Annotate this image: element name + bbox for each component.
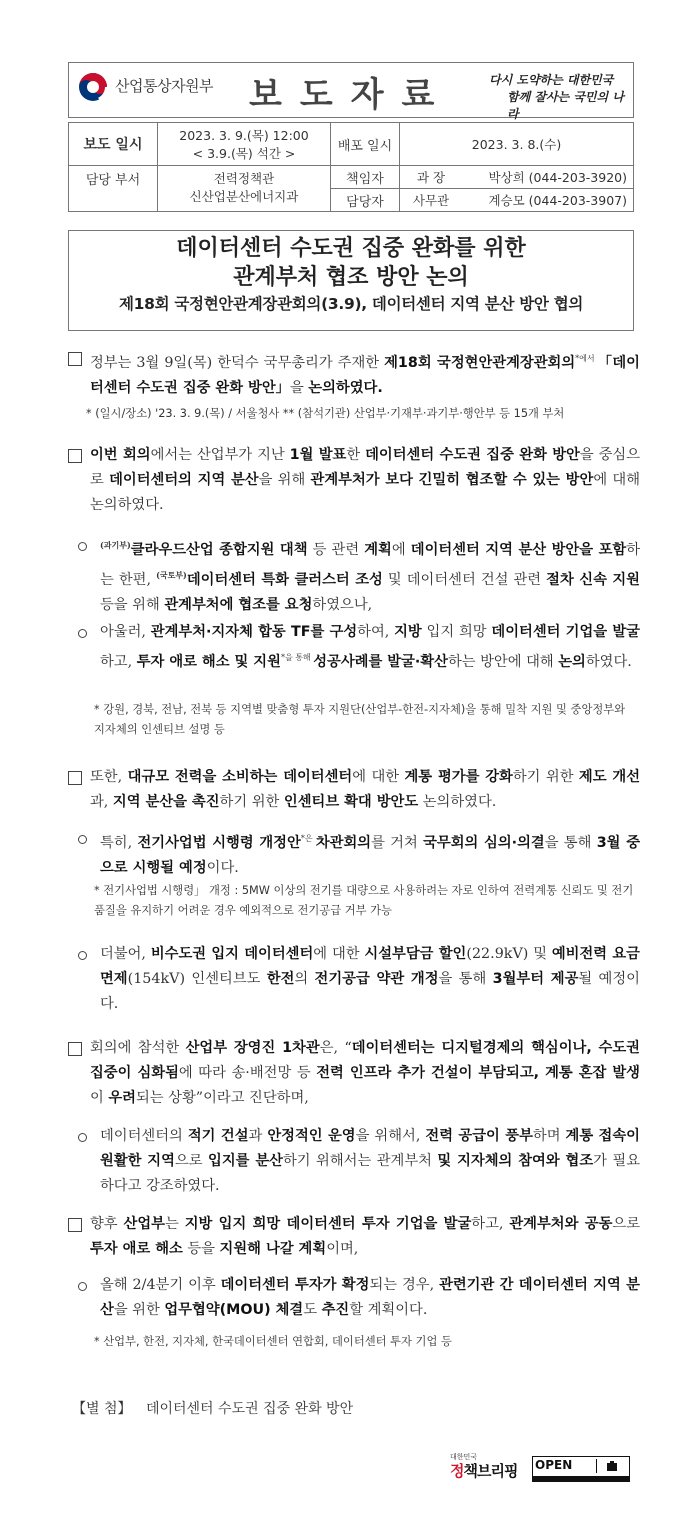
square-bullet-icon — [68, 443, 82, 472]
report-time-value — [158, 123, 331, 166]
distribution-time-value: 2023. 3. 8.(수) — [400, 123, 634, 166]
paragraph-3-sub-2: 더불어, 비수도권 입지 데이터센터에 대한 시설부담금 할인(22.9kV) 및 예비전력 요금 면제(154kV) 인센티브도 한전의 전기공급 약관 개정을 통해 3월부터 제공될 예정이다. — [78, 942, 640, 1017]
slogan-line-2: 함께 잘사는 국민의 나라 — [507, 90, 624, 121]
open-license-logo-icon: OPEN — [532, 1456, 630, 1482]
paragraph-5-footnote: * 산업부, 한전, 지자체, 한국데이터센터 연합회, 데이터센터 투자 기업 등 — [94, 1335, 452, 1348]
header-brand-bar — [68, 62, 634, 121]
paragraph-2-sub-1: $^{(과기부)}$클라우드산업 종합지원 대책 등 관련 계획에 데이터센터 지역 분산 방안을 포함하는 한편, $^{(국토부)}$데이터센터 특화 클러스터 조성 및 데이터센터 건설 관련 절차 신속 지원 등을 위해 관계부처에 협조를 요청하였으나, — [78, 533, 640, 618]
headline-subtitle: 제18회 국정현안관계장관회의(3.9), 데이터센터 지역 분산 방안 협의 — [118, 295, 584, 313]
release-info-table — [68, 122, 634, 212]
staff-label: 담당자 — [331, 189, 400, 212]
circle-bullet-icon — [78, 1124, 87, 1151]
manager-label: 책임자 — [331, 166, 400, 189]
circle-bullet-icon — [78, 826, 87, 853]
department-value — [158, 166, 331, 212]
ministry-name: 산업통상자원부 — [115, 77, 213, 95]
square-bullet-icon — [68, 346, 82, 375]
headline-line-2: 관계부처 협조 방안 논의 — [233, 265, 469, 290]
government-taegeuk-logo-icon — [77, 71, 109, 103]
manager-title: 과 장 — [400, 166, 463, 189]
press-release-heading: 보도자료 — [249, 75, 453, 115]
paragraph-2-sub-2: 아울러, 관계부처·지자체 합동 TF를 구성하여, 지방 입지 희망 데이터센터 기업을 발굴하고, 투자 애로 해소 및 지원$^{*을 통해}$ 성공사례를 발굴·확산하는 방안에 대해 논의하였다. — [78, 620, 640, 675]
paragraph-1-footnote: * (일시/장소) '23. 3. 9.(목) / 서울청사 ** (참석기관) 산업부·기재부·과기부·행안부 등 15개 부처 — [86, 407, 565, 420]
report-time-label: 보도 일시 — [69, 123, 158, 166]
circle-bullet-icon — [78, 942, 87, 969]
department-line-1: 전력정책관 — [213, 171, 275, 186]
staff-name-phone: 계승모 (044-203-3907) — [462, 189, 634, 212]
square-bullet-icon — [68, 1212, 82, 1241]
paragraph-4: 회의에 참석한 산업부 장영진 1차관은, “데이터센터는 디지털경제의 핵심이나, 수도권 집중이 심화됨에 따라 송·배전망 등 전력 인프라 추가 건설이 부담되고, 계통 혼잡 발생이 우려되는 상황”이라고 진단하며, — [68, 1036, 640, 1111]
circle-bullet-icon — [78, 533, 87, 560]
circle-bullet-icon — [78, 620, 87, 647]
government-slogan — [489, 72, 633, 123]
paragraph-3: 또한, 대규모 전력을 소비하는 데이터센터에 대한 계통 평가를 강화하기 위한 제도 개선과, 지역 분산을 촉진하기 위한 인센티브 확대 방안도 논의하였다. — [68, 765, 640, 815]
square-bullet-icon — [68, 765, 82, 794]
paragraph-5: 향후 산업부는 지방 입지 희망 데이터센터 투자 기업을 발굴하고, 관계부처와 공동으로 투자 애로 해소 등을 지원해 나갈 계획이며, — [68, 1212, 640, 1262]
attachment-title[interactable]: 데이터센터 수도권 집중 완화 방안 — [145, 1401, 354, 1417]
paragraph-3-footnote: * 전기사업법 시행령」 개정 : 5MW 이상의 전기를 대량으로 사용하려는 자로 인하여 전력계통 신뢰도 및 전기품질을 유지하기 어려운 경우 예외적으로 전기공급 거부 가능 — [94, 884, 634, 917]
department-line-2: 신산업분산에너지과 — [189, 189, 299, 204]
headline-box — [68, 230, 634, 331]
manager-name-phone: 박상희 (044-203-3920) — [462, 166, 634, 189]
paragraph-3-sub-1: 특히, 전기사업법 시행령 개정안$^{*은}$ 차관회의를 거쳐 국무회의 심의·의결을 통해 3월 중으로 시행될 예정이다. — [78, 826, 640, 881]
square-bullet-icon — [68, 1036, 82, 1065]
paragraph-1: 정부는 3월 9일(목) 한덕수 국무총리가 주재한 제18회 국정현안관계장관회의$^{*에서}$ 「데이터센터 수도권 집중 완화 방안」을 논의하였다. — [68, 346, 640, 401]
attachment-line — [72, 1398, 353, 1418]
slogan-line-1: 다시 도약하는 대한민국 — [489, 73, 614, 87]
license-type-icon — [596, 1459, 627, 1473]
license-caption-bar — [533, 1476, 629, 1481]
paragraph-4-sub-1: 데이터센터의 적기 건설과 안정적인 운영을 위해서, 전력 공급이 풍부하며 계통 접속이 원활한 지역으로 입지를 분산하기 위해서는 관계부처 및 지자체의 참여와 협조가 필요하다고 강조하였다. — [78, 1124, 640, 1199]
report-time-line-2: < 3.9.(목) 석간 > — [192, 146, 296, 161]
paragraph-5-sub-1: 올해 2/4분기 이후 데이터센터 투자가 확정되는 경우, 관련기관 간 데이터센터 지역 분산을 위한 업무협약(MOU) 체결도 추진할 계획이다. — [78, 1273, 640, 1323]
footer-logos: 대한민국 정책브리핑 OPEN — [450, 1452, 630, 1488]
headline-line-1: 데이터센터 수도권 집중 완화를 위한 — [176, 236, 526, 261]
paragraph-2-footnote: * 강원, 경북, 전남, 전북 등 지역별 맞춤형 투자 지원단(산업부-한전-지자체)을 통해 밀착 지원 및 중앙정부와 지자체의 인센티브 설명 등 — [94, 703, 626, 736]
staff-title: 사무관 — [400, 189, 463, 212]
attachment-label: 【별 첨】 — [72, 1401, 132, 1417]
distribution-time-label: 배포 일시 — [331, 123, 400, 166]
department-label: 담당 부서 — [69, 166, 158, 212]
paragraph-2: 이번 회의에서는 산업부가 지난 1월 발표한 데이터센터 수도권 집중 완화 방안을 중심으로 데이터센터의 지역 분산을 위해 관계부처가 보다 긴밀히 협조할 수 있는 방안에 대해 논의하였다. — [68, 443, 640, 518]
circle-bullet-icon — [78, 1273, 87, 1300]
report-time-line-1: 2023. 3. 9.(목) 12:00 — [179, 128, 309, 143]
